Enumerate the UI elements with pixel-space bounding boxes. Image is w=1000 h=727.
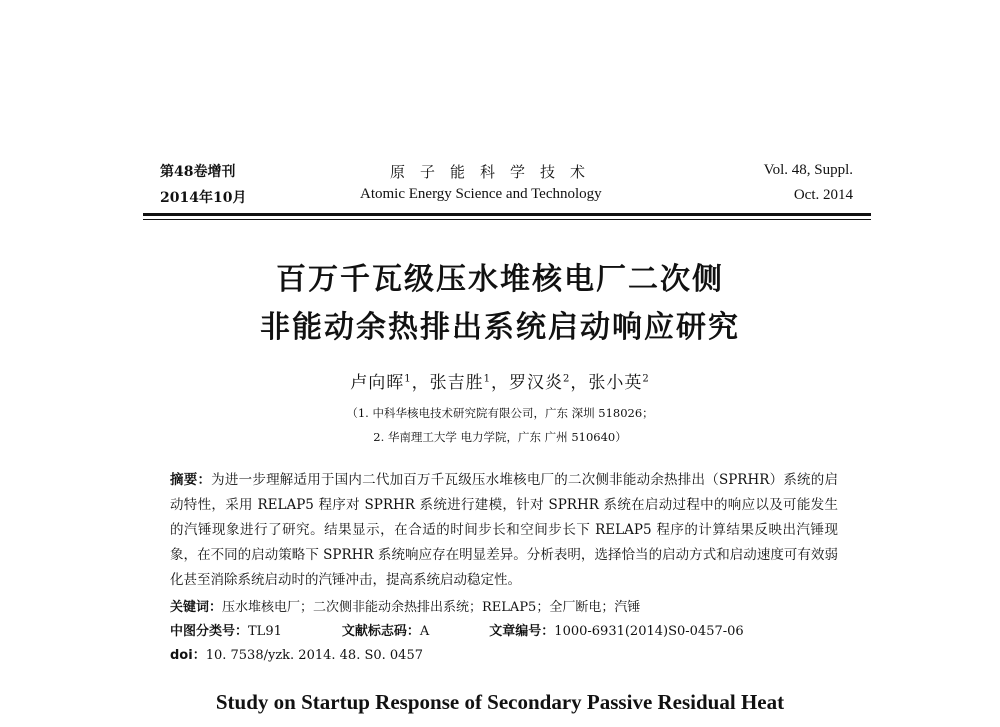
classification-line — [170, 620, 804, 639]
author-affiliation-mark: 1 — [483, 373, 491, 385]
affiliation-2: 2. 华南理工大学 电力学院，广东 广州 510640） — [373, 430, 627, 444]
header-rule-thick — [143, 213, 871, 216]
date-en: Oct. 2014 — [793, 187, 853, 203]
clc-label: 中图分类号： — [170, 624, 249, 639]
title-line-2: 非能动余热排出系统启动响应研究 — [260, 310, 740, 345]
article-number-value: 1000-6931(2014)S0-0457-06 — [554, 624, 744, 639]
doi-label: doi： — [170, 648, 206, 663]
keywords — [170, 596, 640, 615]
author-name: 张吉胜 — [429, 373, 484, 393]
journal-name-en: Atomic Energy Science and Technology — [360, 186, 602, 202]
keywords-text: 压水堆核电厂；二次侧非能动余热排出系统；RELAP5；全厂断电；汽锤 — [222, 600, 641, 615]
article-number-label: 文章编号： — [489, 624, 555, 639]
abstract-text: 为进一步理解适用于国内二代加百万千瓦级压水堆核电厂的二次侧非能动余热排出（SPRHR）系统的启动特性，采用 RELAP5 程序对 SPRHR 系统进行建模，针对 SPRHR 系统在启动过程中的响应以及可能发生的汽锤现象进行了研究。结果显示，在合适的时间步长和空间步长下 RELAP5 程序的计算结果反映出汽锤现象，在不同的启动策略下 SPRHR 系统响应存在明显差异。分析表明，选择恰当的启动方式和启动速度可有效弱化甚至消除系统启动时的汽锤冲击，提高系统启动稳定性。 — [170, 472, 838, 588]
header-rule-thin — [143, 219, 871, 220]
keywords-label: 关键词： — [170, 600, 223, 615]
author-affiliation-mark: 2 — [642, 373, 650, 385]
author-list — [0, 368, 1000, 393]
author-name: 张小英 — [588, 373, 643, 393]
journal-name-cn: 原子能科学技术 — [390, 163, 601, 181]
author-affiliation-mark: 1 — [404, 373, 412, 385]
affiliation-1: （1. 中科华核电技术研究院有限公司，广东 深圳 518026； — [346, 406, 654, 420]
clc-value: TL91 — [248, 624, 282, 639]
author-name: 卢向晖 — [350, 373, 405, 393]
title-line-1: 百万千瓦级压水堆核电厂二次侧 — [276, 262, 724, 297]
author-separator: ， — [491, 373, 509, 393]
doc-code-label: 文献标志码： — [341, 624, 420, 639]
date-cn: 2014年10月 — [160, 190, 247, 206]
author-separator: ， — [570, 373, 589, 393]
author-affiliation-mark: 2 — [563, 373, 571, 385]
doi-line — [170, 644, 423, 663]
author-name: 罗汉炎 — [509, 373, 563, 393]
english-title: Study on Startup Response of Secondary Passive Residual Heat — [215, 690, 785, 714]
abstract-label: 摘要： — [170, 472, 212, 488]
author-separator: ， — [411, 373, 430, 393]
abstract — [170, 468, 838, 593]
doi-value: 10. 7538/yzk. 2014. 48. S0. 0457 — [205, 648, 423, 663]
doc-code-value: A — [419, 624, 430, 639]
volume-en: Vol. 48, Suppl. — [763, 162, 853, 178]
volume-cn: 第48卷增刊 — [160, 164, 236, 180]
